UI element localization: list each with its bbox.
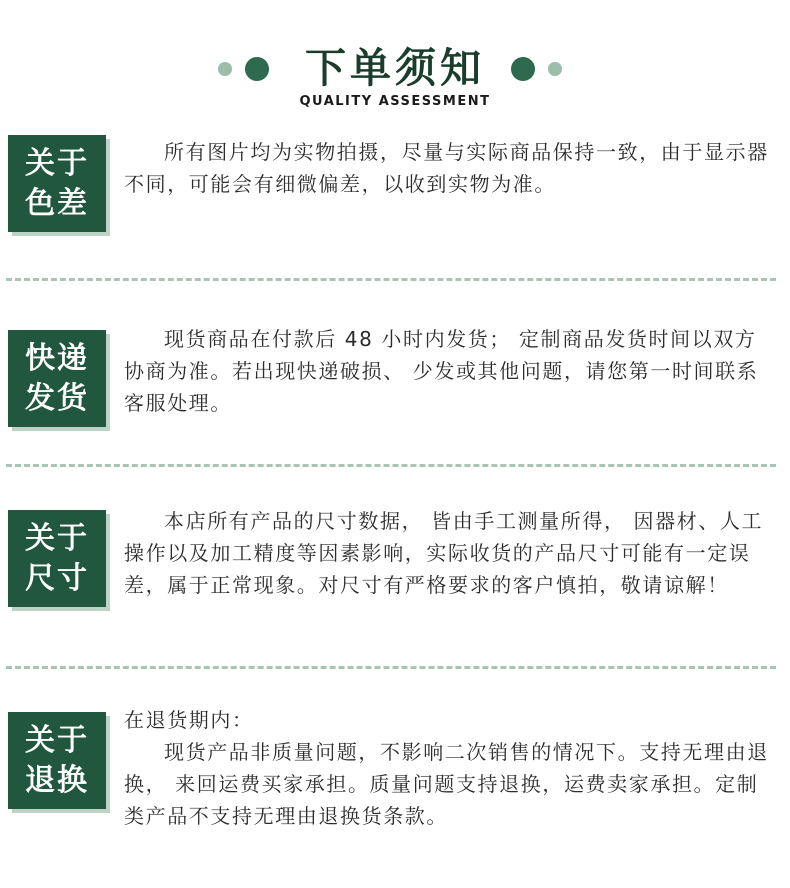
badge-returns (8, 712, 106, 809)
section-divider (6, 464, 776, 467)
badge-size (8, 510, 106, 607)
badge-line-1: 关于 (25, 145, 89, 181)
section-returns-text (124, 704, 774, 832)
badge-line-2: 发货 (25, 380, 89, 416)
paragraph: 现货产品非质量问题，不影响二次销售的情况下。支持无理由退换， 来回运费买家承担。质量问题支持退换，运费卖家承担。定制类产品不支持无理由退换货条款。 (124, 740, 769, 828)
badge-line-1: 快递 (25, 340, 89, 376)
badge-color-difference (8, 135, 106, 232)
header (0, 38, 790, 118)
page-title: 下单须知 (305, 44, 485, 92)
paragraph: 所有图片均为实物拍摄，尽量与实际商品保持一致，由于显示器不同，可能会有细微偏差，以收到实物为准。 (124, 140, 769, 196)
badge-line-2: 色差 (25, 185, 89, 221)
paragraph-intro: 在退货期内： (124, 708, 254, 732)
section-color-difference-text (124, 136, 774, 200)
decor-dot-right-small (548, 62, 562, 76)
section-shipping-text (124, 323, 774, 419)
paragraph: 本店所有产品的尺寸数据， 皆由手工测量所得， 因器材、人工操作以及加工精度等因素影响，实际收货的产品尺寸可能有一定误差，属于正常现象。对尺寸有严格要求的客户慎拍，敬请谅解！ (124, 509, 764, 597)
section-divider (6, 666, 776, 669)
badge-shipping (8, 330, 106, 427)
section-size-text (124, 505, 774, 601)
decor-dot-right-large (511, 57, 535, 81)
page-subtitle: QUALITY ASSESSMENT (299, 94, 491, 109)
badge-line-1: 关于 (25, 520, 89, 556)
paragraph: 现货商品在付款后 48 小时内发货； 定制商品发货时间以双方协商为准。若出现快递破损、 少发或其他问题，请您第一时间联系客服处理。 (124, 327, 759, 415)
section-divider (6, 278, 776, 281)
badge-line-1: 关于 (25, 722, 89, 758)
badge-line-2: 退换 (25, 762, 89, 798)
badge-line-2: 尺寸 (25, 560, 89, 596)
